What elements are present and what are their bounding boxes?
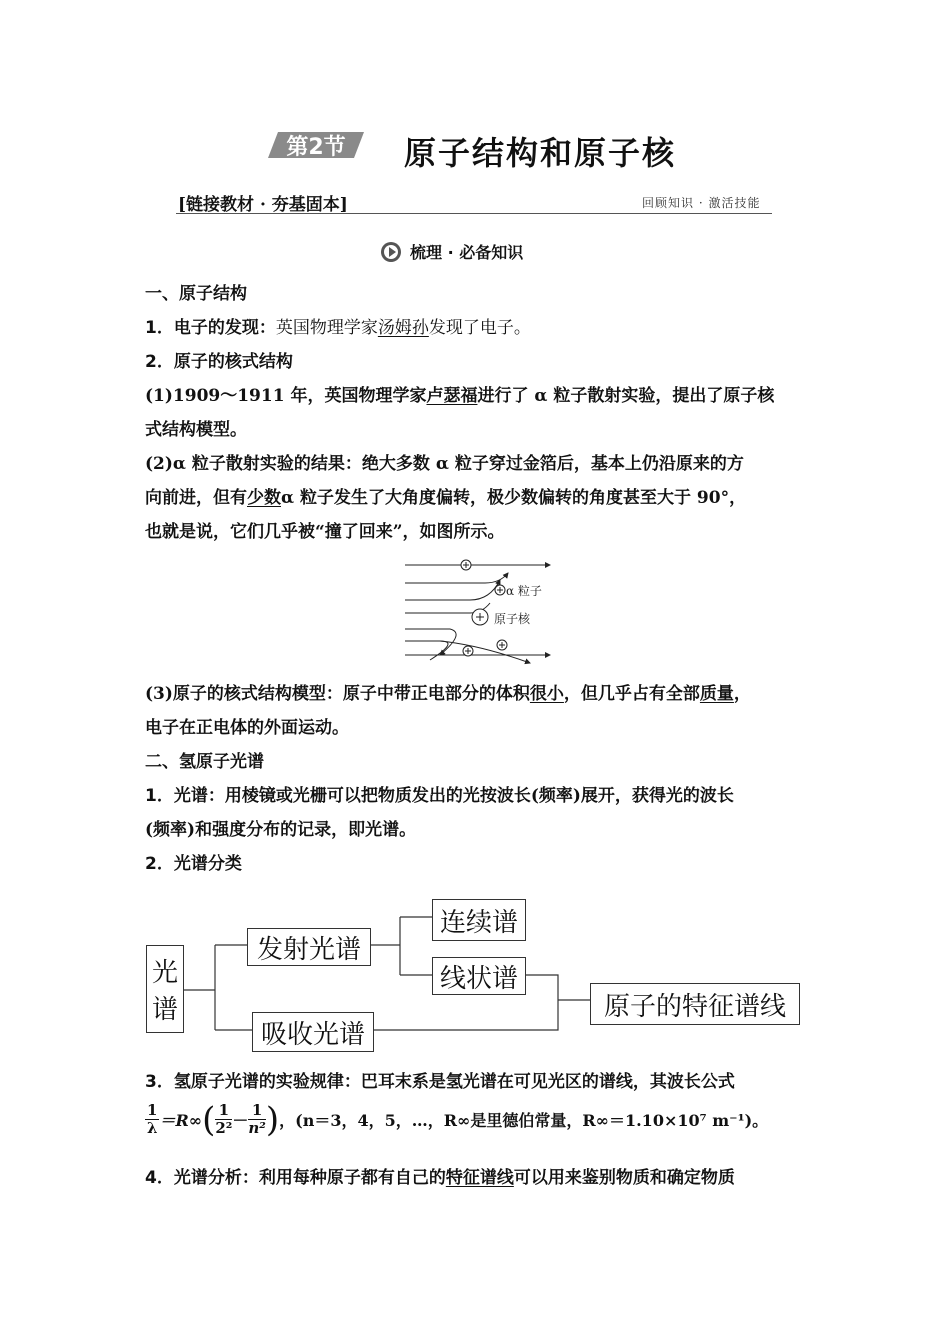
item1-label: 1．电子的发现：: [145, 318, 276, 338]
play-circle-icon: [380, 241, 402, 263]
part2-heading: 二、氢原子光谱: [145, 752, 264, 772]
formula-tail: ，(n＝3，4，5，…，R∞是里德伯常量，R∞＝1.10×10⁷ m⁻¹)。: [279, 1111, 769, 1130]
alpha-particle-label: α 粒子: [506, 584, 542, 598]
part2-item1: [145, 784, 734, 808]
p3-pre: (3)原子的核式结构模型：原子中带正电部分的体积: [145, 684, 530, 704]
item1-pre: 英国物理学家: [275, 318, 378, 338]
section-number-badge: [268, 128, 364, 162]
part2-item4: [145, 1166, 735, 1190]
balmer-formula: [145, 1099, 769, 1140]
part2-item3: [145, 1070, 735, 1094]
p3-blank1: 很小: [529, 684, 564, 704]
part1-heading: 一、原子结构: [145, 284, 247, 304]
absorption-spectrum-box: 吸收光谱: [252, 1012, 374, 1052]
formula-eq: ＝R∞: [159, 1111, 203, 1130]
p3-blank2: 质量: [699, 684, 734, 704]
analysis-pre: 利用每种原子都有自己的: [258, 1168, 446, 1188]
right-paren: ): [265, 1099, 280, 1140]
p1-blank: 卢瑟福: [426, 386, 478, 406]
page-title: 原子结构和原子核: [404, 134, 677, 172]
p2-post: α 粒子发生了大角度偏转，极少数偏转的角度甚至大于 90°，: [281, 488, 747, 508]
f2-num: 1: [248, 1102, 265, 1120]
balmer-text: 巴耳末系是氢光谱在可见光区的谱线，其波长公式: [360, 1072, 735, 1092]
subheading-left: [链接教材 · 夯基固本]: [178, 195, 348, 215]
left-paren: (: [202, 1099, 216, 1140]
characteristic-line-box: 原子的特征谱线: [590, 983, 800, 1025]
section-number-text: 第2节: [286, 135, 346, 160]
part1-p3-line2: 电子在正电体的外面运动。: [145, 718, 349, 738]
f1-num: 1: [215, 1102, 232, 1120]
section-tag: [380, 240, 523, 263]
formula-minus: －: [232, 1111, 249, 1130]
p2-blank: 少数: [247, 488, 281, 508]
f2-den: n²: [248, 1119, 266, 1137]
p2-pre: 向前进，但有: [145, 488, 247, 508]
line-spectrum-box: 线状谱: [432, 957, 526, 995]
section-tag-label: 梳理 · 必备知识: [410, 243, 524, 262]
subheading-right: 回顾知识 · 激活技能: [642, 196, 761, 210]
analysis-blank: 特征谱线: [445, 1168, 514, 1188]
root-top: 光: [151, 958, 178, 988]
part1-p2-line3: 也就是说，它们几乎被“撞了回来”，如图所示。: [145, 522, 505, 542]
header-divider: [176, 213, 772, 214]
f1-den: 2²: [215, 1119, 233, 1137]
analysis-post: 可以用来鉴别物质和确定物质: [513, 1168, 735, 1188]
p3-mid: ，但几乎占有全部: [563, 684, 700, 704]
lhs-num: 1: [147, 1101, 158, 1119]
analysis-label: 4．光谱分析：: [145, 1168, 259, 1188]
root-bottom: 谱: [151, 995, 178, 1025]
continuous-spectrum-box: 连续谱: [432, 899, 526, 941]
part2-item1-line2: (频率)和强度分布的记录，即光谱。: [145, 820, 417, 840]
item1-post: 发现了电子。: [428, 318, 531, 338]
spectrum-root-box: [146, 945, 184, 1033]
p3-end: ，: [733, 684, 751, 704]
formula-frac1: [215, 1102, 232, 1137]
positive-charge-icons: [461, 560, 507, 656]
spectrum-label: 1．光谱：: [145, 786, 225, 806]
formula-frac2: [248, 1102, 265, 1137]
part1-p2-line1: (2)α 粒子散射实验的结果：绝大多数 α 粒子穿过金箔后，基本上仍沿原来的方: [145, 454, 744, 474]
p1-pre: (1)1909～1911 年，英国物理学家: [145, 386, 427, 406]
lhs-den: λ: [146, 1119, 158, 1137]
spectrum-text: 用棱镜或光栅可以把物质发出的光按波长(频率)展开，获得光的波长: [224, 786, 734, 806]
emission-spectrum-box: 发射光谱: [247, 928, 371, 966]
part1-p3: [145, 682, 751, 706]
part2-item2-heading: 2．光谱分类: [145, 854, 242, 874]
part1-p1: [145, 384, 774, 408]
item1-blank: 汤姆孙: [377, 318, 429, 338]
alpha-scattering-figure: [400, 555, 560, 665]
nucleus-label: 原子核: [494, 612, 531, 626]
formula-lhs: [145, 1102, 159, 1137]
part1-p1-line2: 式结构模型。: [145, 420, 247, 440]
part1-item1: [145, 316, 531, 340]
p1-post: 进行了 α 粒子散射实验，提出了原子核: [477, 386, 775, 406]
part1-item2-heading: 2．原子的核式结构: [145, 352, 293, 372]
balmer-label: 3．氢原子光谱的实验规律：: [145, 1072, 361, 1092]
part1-p2-line2: [145, 486, 746, 510]
